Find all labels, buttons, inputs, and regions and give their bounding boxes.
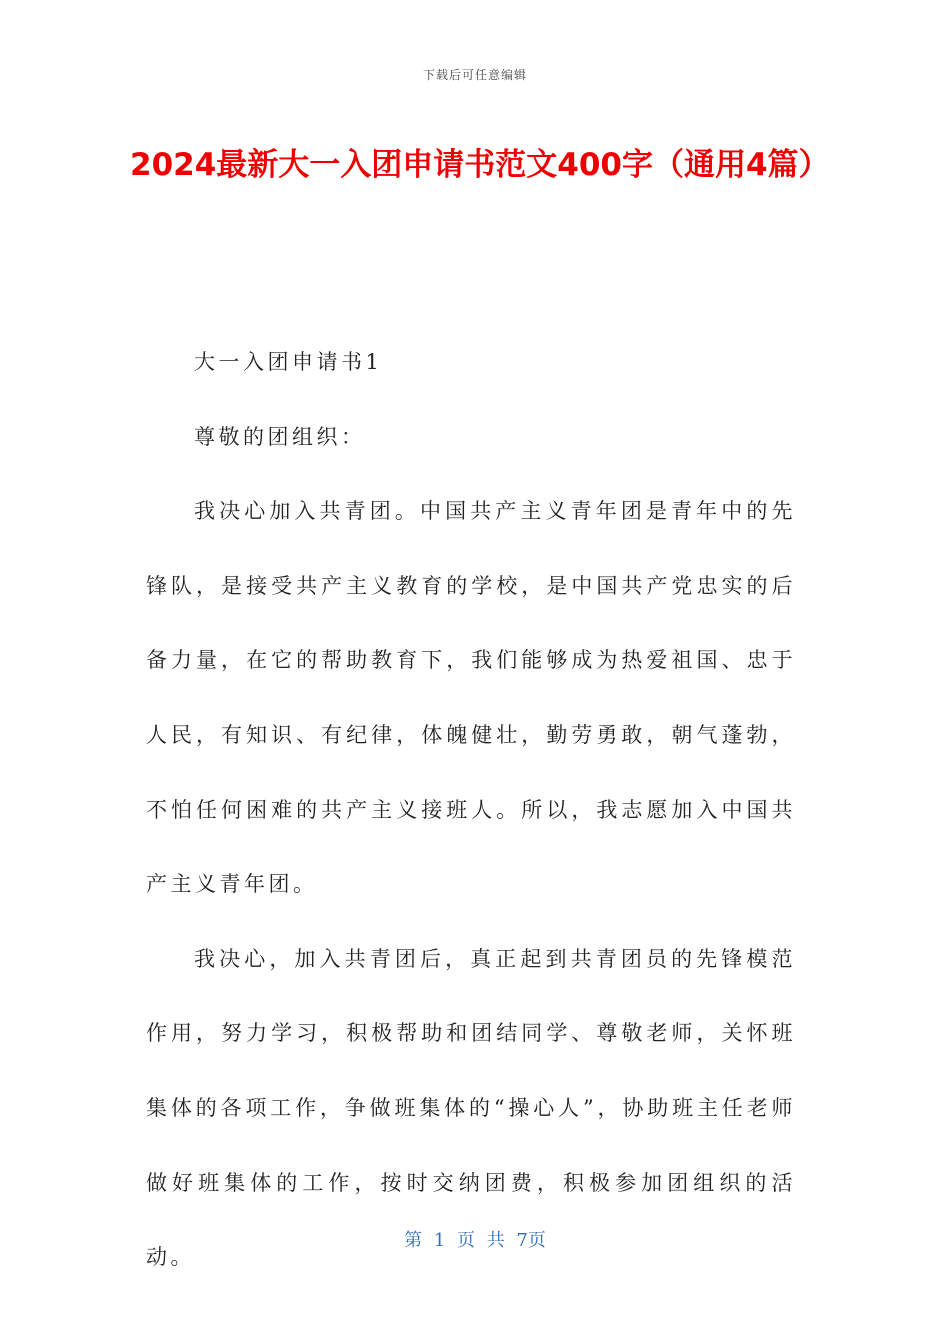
document-body <box>146 325 796 1295</box>
salutation: 尊敬的团组织： <box>194 424 366 449</box>
page-header-note: 下载后可任意编辑 <box>422 68 527 82</box>
page-number: 第 1 页 共 7页 <box>404 1230 546 1251</box>
document-title: 2024最新大一入团申请书范文400字（通用4篇） <box>130 147 830 183</box>
section-heading: 大一入团申请书1 <box>194 350 383 374</box>
body-paragraph: 我决心，加入共青团后，真正起到共青团员的先锋模范作用，努力学习，积极帮助和团结同学、尊敬老师，关怀班集体的各项工作，争做班集体的“操心人”，协助班主任老师做好班集体的工作，按时交纳团费，积极参加团组织的活动。 <box>146 946 796 1270</box>
body-paragraph: 我决心加入共青团。中国共产主义青年团是青年中的先锋队，是接受共产主义教育的学校，是中国共产党忠实的后备力量，在它的帮助教育下，我们能够成为热爱祖国、忠于人民，有知识、有纪律，体魄健壮，勤劳勇敢，朝气蓬勃，不怕任何困难的共产主义接班人。所以，我志愿加入中国共产主义青年团。 <box>146 499 796 897</box>
